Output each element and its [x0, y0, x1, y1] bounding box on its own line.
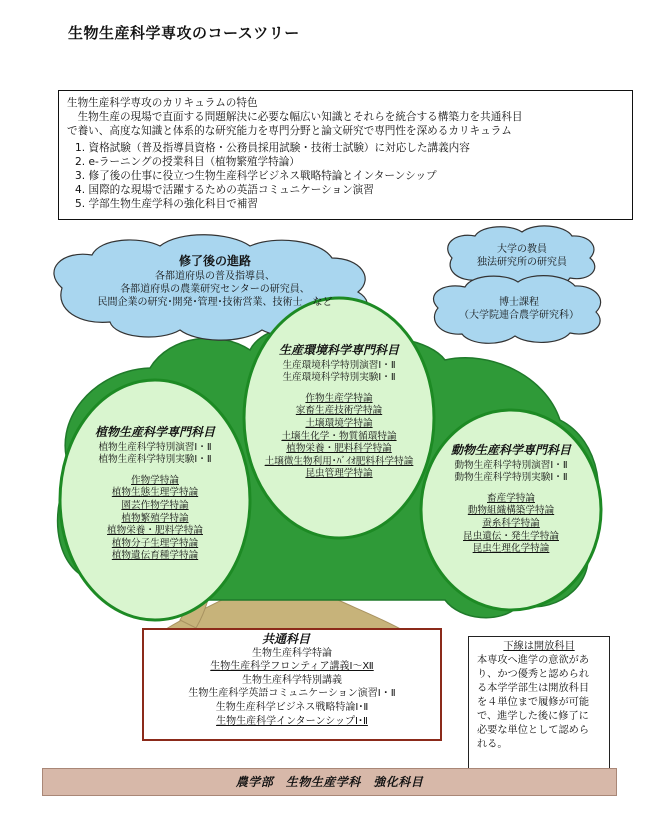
common-line: 生物生産科学インターンシップⅠ･Ⅱ	[216, 715, 368, 727]
common-line: 生物生産科学ビジネス戦略特論Ⅰ･Ⅱ	[215, 701, 369, 713]
animal-subjects	[423, 444, 599, 556]
environment-course: 家畜生産技術学特論	[295, 405, 383, 417]
note-line: り、かつ優秀と認められ	[477, 669, 590, 680]
environment-core: 生産環境科学特別演習Ⅰ・Ⅱ	[282, 359, 396, 371]
common-title: 共通科目	[262, 632, 311, 646]
plant-course: 園芸作物学特論	[121, 499, 189, 511]
faculty-enrichment-bar: 農学部 生物生産学科 強化科目	[42, 768, 617, 796]
common-line: 生物生産科学英語コミュニケーション演習Ⅰ・Ⅱ	[188, 688, 396, 700]
common-line: 生物生産科学特論	[252, 647, 332, 659]
features-item: 2. e-ラーニングの授業科目（植物繁殖学特論）	[75, 155, 300, 168]
note-title: 下線は開放科目	[503, 641, 575, 652]
animal-core: 動物生産科学特別演習Ⅰ・Ⅱ	[454, 459, 568, 471]
features-intro-line-1: 生物生産の現場で直面する問題解決に必要な幅広い知識とそれらを統合する構築力を共通科目	[77, 111, 523, 124]
common-line: 生物生産科学フロンティア講義Ⅰ～Ⅻ	[210, 661, 374, 673]
career-title: 修了後の進路	[178, 254, 251, 268]
environment-course: 土壌生化学・物質循環特論	[281, 430, 397, 442]
features-intro-line-2: で養い、高度な知識と体系的な研究能力を専門分野と論文研究で専門性を深めるカリキュラム	[67, 125, 512, 138]
note-line: 必要な単位として認めら	[477, 725, 590, 736]
animal-course: 昆虫遺伝・発生学特論	[463, 530, 559, 542]
university-line: 独法研究所の研究員	[477, 257, 567, 268]
career-line: 民間企業の研究･開発･管理･技術営業、技術士 など	[97, 297, 333, 308]
note-line: を４単位まで履修が可能	[477, 697, 590, 708]
plant-course: 植物分子生理学特論	[111, 537, 199, 549]
note-line: で、進学した後に修了に	[477, 711, 589, 722]
career-text	[80, 255, 350, 309]
career-line: 各都道府県の普及指導員、	[155, 271, 275, 282]
doctor-line: （大学院連合農学研究科）	[459, 310, 579, 321]
environment-course: 土壌微生物利用･ﾊﾞｲｵ肥料科学特論	[264, 455, 414, 467]
animal-course: 昆虫生理化学特論	[472, 543, 550, 555]
animal-course: 畜産学特論	[487, 492, 535, 504]
plant-course: 作物学特論	[131, 474, 179, 486]
plant-course: 植物栄養・肥料学特論	[107, 525, 203, 537]
environment-course: 植物栄養・肥料科学特論	[286, 443, 392, 455]
environment-course: 作物生産学特論	[305, 392, 373, 404]
features-heading: 生物生産科学専攻のカリキュラムの特色	[67, 97, 258, 109]
features-item: 5. 学部生物生産学科の強化科目で補習	[75, 198, 258, 211]
plant-subjects	[62, 426, 248, 563]
animal-course: 動物組織構築学特論	[467, 505, 555, 517]
university-text	[462, 243, 582, 269]
note-line: る本学学部生は開放科目	[477, 683, 590, 694]
plant-core: 植物生産科学特別実験Ⅰ・Ⅱ	[98, 454, 212, 466]
environment-subjects	[244, 344, 434, 481]
doctor-line: 博士課程	[499, 297, 539, 308]
environment-title: 生産環境科学専門科目	[278, 343, 399, 357]
animal-title: 動物生産科学専門科目	[450, 443, 571, 457]
university-line: 大学の教員	[497, 244, 547, 255]
environment-course: 昆虫管理学特論	[305, 468, 373, 480]
note-line: れる。	[477, 739, 508, 750]
common-line: 生物生産科学特別講義	[242, 674, 342, 686]
animal-course: 蚕糸科学特論	[482, 517, 540, 529]
features-item: 1. 資格試験（普及指導員資格・公務員採用試験・技術士試験）に対応した講義内容	[75, 141, 470, 154]
plant-title: 植物生産科学専門科目	[94, 425, 215, 439]
plant-course: 植物生態生理学特論	[111, 487, 199, 499]
open-course-note	[468, 636, 610, 776]
environment-course: 土壌環境学特論	[305, 417, 373, 429]
career-line: 各都道府県の農業研究センターの研究員、	[120, 284, 310, 295]
plant-course: 植物遺伝育種学特論	[111, 550, 199, 562]
page-title: 生物生産科学専攻のコースツリー	[68, 24, 300, 42]
features-item: 4. 国際的な現場で活躍するための英語コミュニケーション演習	[75, 184, 374, 197]
environment-core: 生産環境科学特別実験Ⅰ・Ⅱ	[282, 372, 396, 384]
plant-core: 植物生産科学特別演習Ⅰ・Ⅱ	[98, 441, 212, 453]
note-line: 本専攻へ進学の意欲があ	[477, 655, 590, 666]
plant-course: 植物繁殖学特論	[121, 512, 189, 524]
animal-core: 動物生産科学特別実験Ⅰ・Ⅱ	[454, 472, 568, 484]
common-subjects-box	[142, 628, 442, 741]
doctor-text	[448, 296, 590, 322]
features-item: 3. 修了後の仕事に役立つ生物生産科学ビジネス戦略特論とインターンシップ	[75, 170, 437, 183]
